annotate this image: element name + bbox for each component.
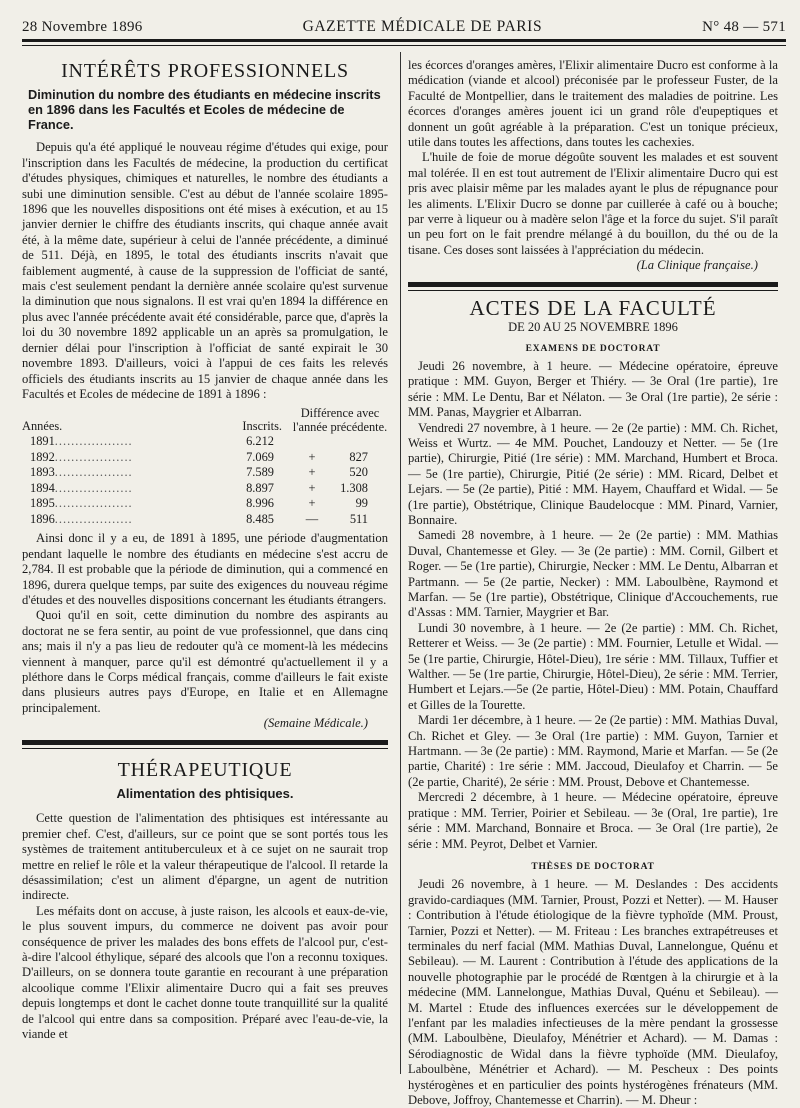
- exam-entry: Vendredi 27 novembre, à 1 heure. — 2e (2e partie) : MM. Ch. Richet, Weiss et Wurtz. — 4e MM. Pouchet, Landouzy et Netter. — 5e (1re partie), Chirurgie, Pitié (1re série) : MM. Marchand, Humbert et Broca. — 5e (1re partie), Chirurgie, Pitié (2e série) : MM. Ricard, Delbet et Lejars. — 5e (2e partie), Pitié : MM. Hayem, Chauffard et Widal. — 5e (1re partie), Obstétrique, Clinique Baudelocque : MM. Pinard, Varnier, Bonnaire.: [408, 420, 778, 527]
- sign-cell: +: [308, 496, 316, 511]
- table-row: 1892................... 7.069 + 827: [22, 450, 388, 466]
- section-separator: [22, 740, 388, 745]
- exam-entry: Mercredi 2 décembre, à 1 heure. — Médecine opératoire, épreuve pratique : MM. Terrier, Poirier et Sebileau. — 3e (Oral, 1re partie), 1re série : MM. Marchand, Bonnaire et Broca. — 3e Oral (1re partie), 2e série : MM. Peyrot, Delbet et Varnier.: [408, 790, 778, 851]
- header-journal-title: GAZETTE MÉDICALE DE PARIS: [302, 18, 543, 35]
- sign-cell: [292, 434, 332, 450]
- table-row: 1894................... 8.897 + 1.308: [22, 481, 388, 497]
- exam-entry: Lundi 30 novembre, à 1 heure. — 2e (2e partie) : MM. Ch. Richet, Retterer et Weiss. — 3e (2e partie) : MM. Fournier, Letulle et Widal. — 5e (1re partie, Chirurgie, Hôtel-Dieu), 1re série : MM. Tillaux, Tuffier et Walther. — 5e (1re partie, Chirurgie, Hôtel-Dieu), 2e série : MM. Terrier, Humbert et Lejars.—5e (2e partie, Hôtel-Dieu) : MM. Potain, Chauffard et Gilles de la Tourette.: [408, 620, 778, 712]
- column-header-difference: Différence avec l'année précédente.: [292, 406, 388, 435]
- difference-cell: 827: [349, 449, 368, 464]
- left-column: [22, 58, 388, 1043]
- paragraph: Cette question de l'alimentation des phtisiques est intéressante au premier chef. C'est, d'ailleurs, sur ce point que se sont portés tous les systèmes de traitement antituberculeux et à ce sujet on ne saurait trop mettre en relief le rôle et la valeur thérapeutique de l'alcool. Il retarde la désassimilation; c'est un aliment d'épargne, un agent de nutrition indirecte.: [22, 811, 388, 903]
- page-header: [22, 14, 786, 36]
- column-header-years: Années.: [22, 418, 63, 433]
- table-header-row: [22, 406, 388, 434]
- section-title-therapeutique: THÉRAPEUTIQUE: [117, 758, 293, 781]
- difference-cell: 99: [355, 496, 368, 511]
- section-separator-thin: [408, 290, 778, 291]
- section-title-interets: INTÉRÊTS PROFESSIONNELS: [61, 60, 349, 82]
- inscrits-cell: 7.069: [246, 449, 274, 464]
- year-cell: 1893: [30, 465, 55, 480]
- source-citation: (Semaine Médicale.): [263, 716, 368, 731]
- date-range: DE 20 AU 25 NOVEMBRE 1896: [508, 320, 678, 335]
- difference-cell: 1.308: [340, 480, 368, 495]
- students-table: [22, 406, 388, 527]
- sign-cell: +: [308, 449, 316, 464]
- table-row: 1891................... 6.212: [22, 434, 388, 450]
- section-title-actes: ACTES DE LA FACULTÉ: [469, 295, 717, 320]
- table-row: 1895................... 8.996 + 99: [22, 496, 388, 512]
- paragraph: les écorces d'oranges amères, l'Elixir alimentaire Ducro est conforme à la médication (viande et alcool) préconisée par le professeur Fuster, de la Faculté de Montpellier, dans le traitement des maladies de poitrine. Les écorces d'oranges amères jouent ici un grand rôle d'eupeptiques et donnent un goût agréable à la préparation. C'est un tonique précieux, utile dans toutes les affections, dans toutes les cachexies.: [408, 58, 778, 150]
- right-column: [408, 58, 778, 1108]
- column-header-inscrits: Inscrits.: [242, 418, 282, 433]
- difference-cell: [332, 434, 388, 450]
- inscrits-cell: 8.996: [246, 496, 274, 511]
- article-title-diminution: Diminution du nombre des étudiants en médecine inscrits en 1896 dans les Facultés et Ecoles de médecine de France.: [28, 87, 381, 133]
- theses-heading: THÈSES DE DOCTORAT: [531, 861, 655, 872]
- sign-cell: +: [308, 465, 316, 480]
- year-cell: 1894: [30, 480, 55, 495]
- article-title-alimentation: Alimentation des phtisiques.: [116, 786, 294, 801]
- paragraph: L'huile de foie de morue dégoûte souvent les malades et est souvent mal tolérée. Il en est tout autrement de l'Elixir alimentaire Ducro qui est pris avec plaisir même par les malades ayant le plus de répugnance pour les aliments. L'Elixir Ducro se donne par cuillerée à café ou à bouche; par verre à liqueur ou à madère selon l'âge et la force du sujet. S'il paraît un peu fort on le fait prendre mélangé à du bouillon, du thé ou de la tisane. Ces doses sont laissées à l'appréciation du médecin.: [408, 150, 778, 257]
- header-rule-thin: [22, 45, 786, 46]
- theses-entry: Jeudi 26 novembre, à 1 heure. — M. Deslandes : Des accidents gravido-cardiaques (MM. Tarnier, Proust, Pozzi et Netter). — M. Hauser : Contribution à l'étude étiologique de la fièvre typhoïde (MM. Proust, Tarnier, Pozzi et Netter). — M. Friteau : Les branches extrapétreuses et terminales du nerf facial (MM. Mathias Duval, Lannelongue, Quénu et Sebileau). — M. Laurent : Contribution à l'étude des applications de la nouvelle photographie par le procédé de Rœntgen à la chirurgie et à la médecine (MM. Lannelongue, Mathias Duval, Quénu et Sebileau). — M. Martel : Etude des influences exercées sur le développement de l'enfant par les maladies infectieuses de la mère pendant la grossesse (MM. Laboulbène, Dieulafoy, Ménétrier et Achard). — M. Damas : Sérodiagnostic de Widal dans la fièvre typhoïde (MM. Dieulafoy, Laboulbène, Ménétrier et Achard). — M. Pescheux : Des points hystérogènes et en particulier des points hystérogènes frénateurs (MM. Debove, Joffroy, Chantemesse et Charrin). — M. Dheur :: [408, 877, 778, 1107]
- column-divider: [400, 52, 401, 1074]
- paragraph: Quoi qu'il en soit, cette diminution du nombre des aspirants au doctorat ne se fera sentir, au point de vue professionnel, que dans cinq ans; mais il n'y a pas lieu de redouter qu'à ce moment-là les médecins viennent à manquer, parce qu'il est démontré qu'actuellement il y a pléthore dans le Corps médical français, comme d'ailleurs le fait existe dans plusieurs autres pays d'Europe, en Italie et en Allemagne principalement.: [22, 608, 388, 715]
- sign-cell: +: [308, 480, 316, 495]
- inscrits-cell: 7.589: [246, 465, 274, 480]
- exam-entry: Jeudi 26 novembre, à 1 heure. — Médecine opératoire, épreuve pratique : MM. Guyon, Berger et Thiéry. — 3e Oral (1re partie), 1re série : MM. Le Dentu, Bar et Nélaton. — 3e Oral (1re partie), 2e série : MM. Panas, Maygrier et Albarran.: [408, 358, 778, 420]
- table-row: 1893................... 7.589 + 520: [22, 465, 388, 481]
- year-cell: 1895: [30, 496, 55, 511]
- exam-entry: Mardi 1er décembre, à 1 heure. — 2e (2e partie) : MM. Mathias Duval, Ch. Richet et Gley. — 3e Oral (1re partie) : MM. Guyon, Tarnier et Hartmann. — 3e (2e partie) : MM. Raymond, Marie et Marfan. — 5e (2e partie, Charité) : 1re série : MM. Jaccoud, Dieulafoy et Charrin. — 5e (2e partie, Charité), 2e série : MM. Proust, Debove et Chantemesse.: [408, 713, 778, 789]
- section-separator: [408, 282, 778, 287]
- header-rule-thick: [22, 39, 786, 42]
- year-cell: 1896: [30, 511, 55, 526]
- paragraph: Depuis qu'a été appliqué le nouveau régime d'études qui exige, pour l'inscription dans les Facultés de médecine, la production du certificat d'études physiques, chimiques et naturelles, le nombre des étudiants a subi une diminution sensible. C'est au début de l'année scolaire 1895-1896 que les nouvelles dispositions ont été mises à exécution, et au 15 janvier dernier le chiffre des étudiants inscrits, qui chaque année avait été, à la même date, supérieur à celui de l'année précédente, a diminué de 511. Déjà, en 1895, le total des étudiants inscrits n'avait que faiblement augmenté, à cause de la suppression de l'officiat de santé, mais c'est seulement pendant la dernière année scolaire qu'est survenue la diminution que nous signalons. Il est vrai qu'en 1894 la différence en plus avec l'année précédente avait été considérable, parce que, d'après la loi du 30 novembre 1892 applicable un an après sa promulgation, le dernier délai pour l'inscription à l'officiat de santé expirait le 30 novembre 1893. D'ailleurs, voici à l'appui de ces faits les relevés officiels des étudiants inscrits au 15 janvier de chaque année dans les Facultés et Ecoles de médecine de 1891 à 1896 :: [22, 140, 388, 401]
- year-cell: 1891: [30, 434, 55, 449]
- year-cell: 1892: [30, 449, 55, 464]
- inscrits-cell: 8.897: [246, 480, 274, 495]
- paragraph: Les méfaits dont on accuse, à juste raison, les alcools et eaux-de-vie, le plus souvent impurs, du commerce ne doivent pas avoir pour conséquence de priver les malades des bons effets de l'alcool pur, c'est-à-dire l'alcool éthylique, séparé des alcools que l'on a reconnu toxiques. D'ailleurs, on se donnera toute garantie en recourant à une préparation alcoolique comme l'Elixir alimentaire Ducro qui a fait ses preuves depuis longtemps et dont le cachet donne toute tranquillité sur la qualité de l'alcool qui entre dans sa composition. Préparé avec l'eau-de-vie, la viande et: [22, 903, 388, 1042]
- exams-heading: EXAMENS DE DOCTORAT: [525, 343, 661, 354]
- inscrits-cell: 6.212: [246, 434, 274, 449]
- header-issue: N° 48 — 571: [702, 19, 786, 35]
- section-separator-thin: [22, 748, 388, 749]
- paragraph: Ainsi donc il y a eu, de 1891 à 1895, une période d'augmentation pendant laquelle le nombre des étudiants en médecine s'est accru de 2,784. Il est probable que la période de diminution, qui a commencé en 1896, durera quelque temps, par suite des exigences du nouveau régime d'études et des nouvelles dispositions concernant les étudiants étrangers.: [22, 531, 388, 607]
- header-date: 28 Novembre 1896: [22, 19, 143, 35]
- difference-cell: 511: [349, 511, 368, 526]
- exam-entry: Samedi 28 novembre, à 1 heure. — 2e (2e partie) : MM. Mathias Duval, Chantemesse et Gley. — 3e (2e partie) : MM. Cornil, Gilbert et Roger. — 5e (1re partie), Chirurgie, Necker : MM. Le Dentu, Albarran et Partmann. — 5e (2e partie, Necker) : MM. Laboulbène, Raymond et Marfan. — 5e (1re partie), Obstétrique, Clinique d'Accouchements, rue d'Assas : MM. Tarnier, Maygrier et Bar.: [408, 528, 778, 620]
- table-row: 1896................... 8.485 — 511: [22, 512, 388, 528]
- inscrits-cell: 8.485: [246, 511, 274, 526]
- difference-cell: 520: [349, 465, 368, 480]
- sign-cell: —: [305, 511, 319, 526]
- source-citation: (La Clinique française.): [636, 258, 758, 273]
